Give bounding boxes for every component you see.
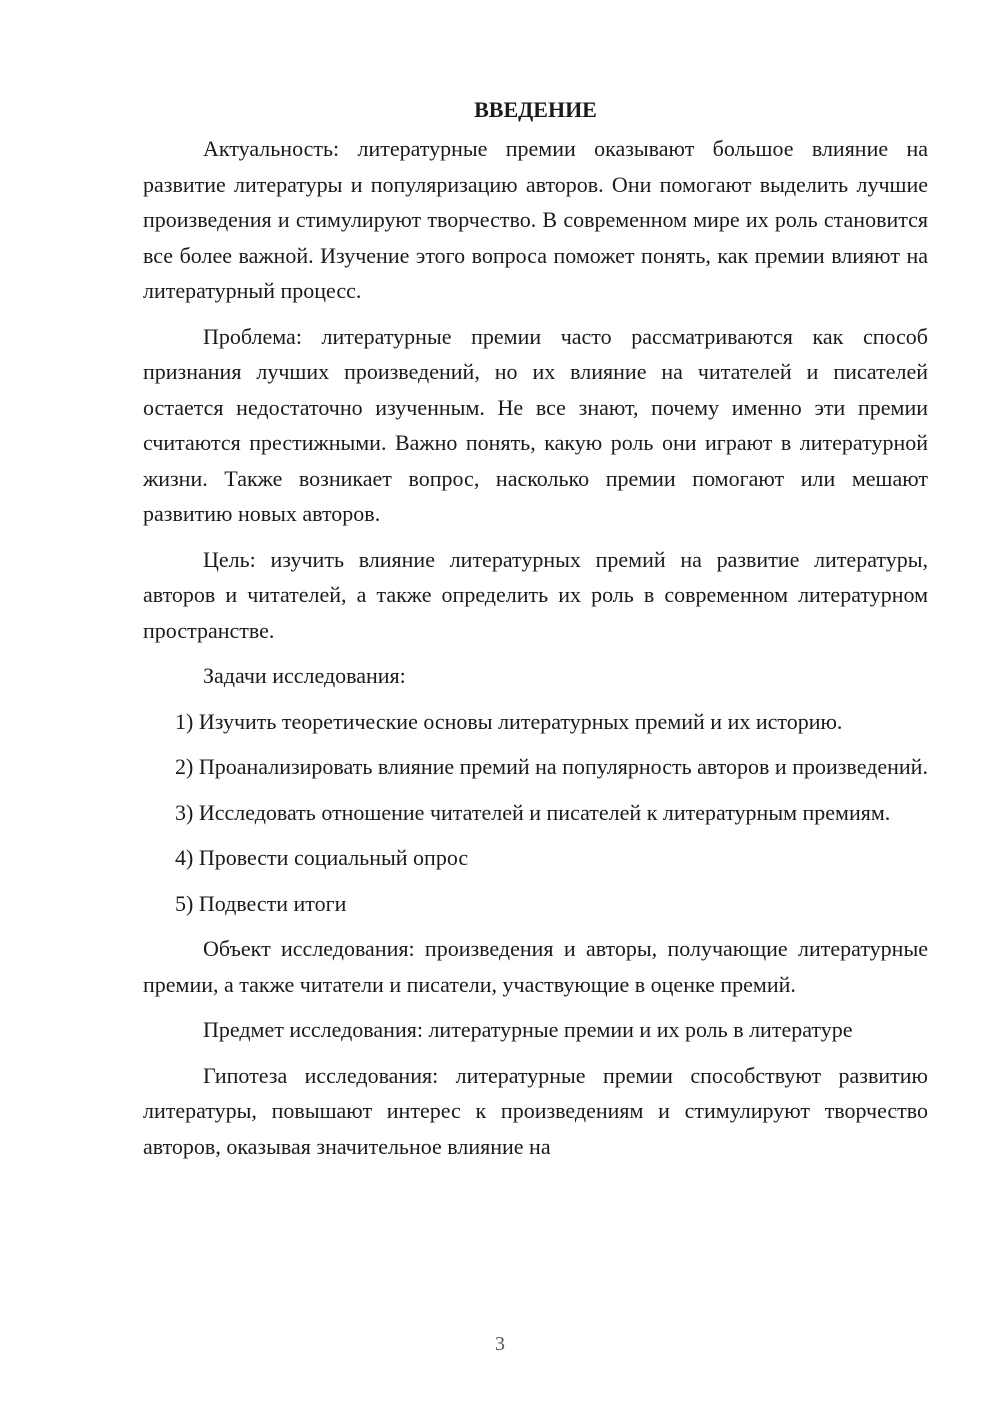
paragraph-hypothesis: Гипотеза исследования: литературные премии способствуют развитию литературы, повышают интерес к произведениям и стимулируют творчество авторов, оказывая значительное влияние на <box>143 1062 928 1159</box>
page-number: 3 <box>495 1333 505 1355</box>
paragraph-object: Объект исследования: произведения и авторы, получающие литературные премии, а также читатели и писатели, участвующие в оценке премий. <box>143 936 928 997</box>
paragraph-problem: Проблема: литературные премии часто рассматриваются как способ признания лучших произведений, но их влияние на читателей и писателей остается недостаточно изученным. Не все знают, почему именно эти премии считаются престижными. Важно понять, какую роль они играют в литературной жизни. Также возникает вопрос, насколько премии помогают или мешают развитию новых авторов. <box>143 323 928 526</box>
document-page <box>143 92 928 1174</box>
paragraph-relevance: Актуальность: литературные премии оказывают большое влияние на развитие литературы и популяризацию авторов. Они помогают выделить лучшие произведения и стимулируют творчество. В современном мире их роль становится все более важной. Изучение этого вопроса поможет понять, как премии влияют на литературный процесс. <box>143 136 928 303</box>
tasks-list <box>143 704 928 922</box>
list-item: 1) Изучить теоретические основы литературных премий и их историю. <box>175 708 843 734</box>
list-item: 2) Проанализировать влияние премий на популярность авторов и произведений. <box>175 754 928 779</box>
paragraph-subject: Предмет исследования: литературные премии и их роль в литературе <box>203 1017 853 1042</box>
list-item: 5) Подвести итоги <box>175 890 347 916</box>
list-item: 3) Исследовать отношение читателей и писателей к литературным премиям. <box>175 799 891 825</box>
section-heading: ВВЕДЕНИЕ <box>474 97 597 122</box>
paragraph-goal: Цель: изучить влияние литературных премий на развитие литературы, авторов и читателей, а также определить их роль в современном литературном пространстве. <box>143 546 928 643</box>
list-item: 4) Провести социальный опрос <box>175 845 469 870</box>
tasks-heading: Задачи исследования: <box>203 663 406 688</box>
